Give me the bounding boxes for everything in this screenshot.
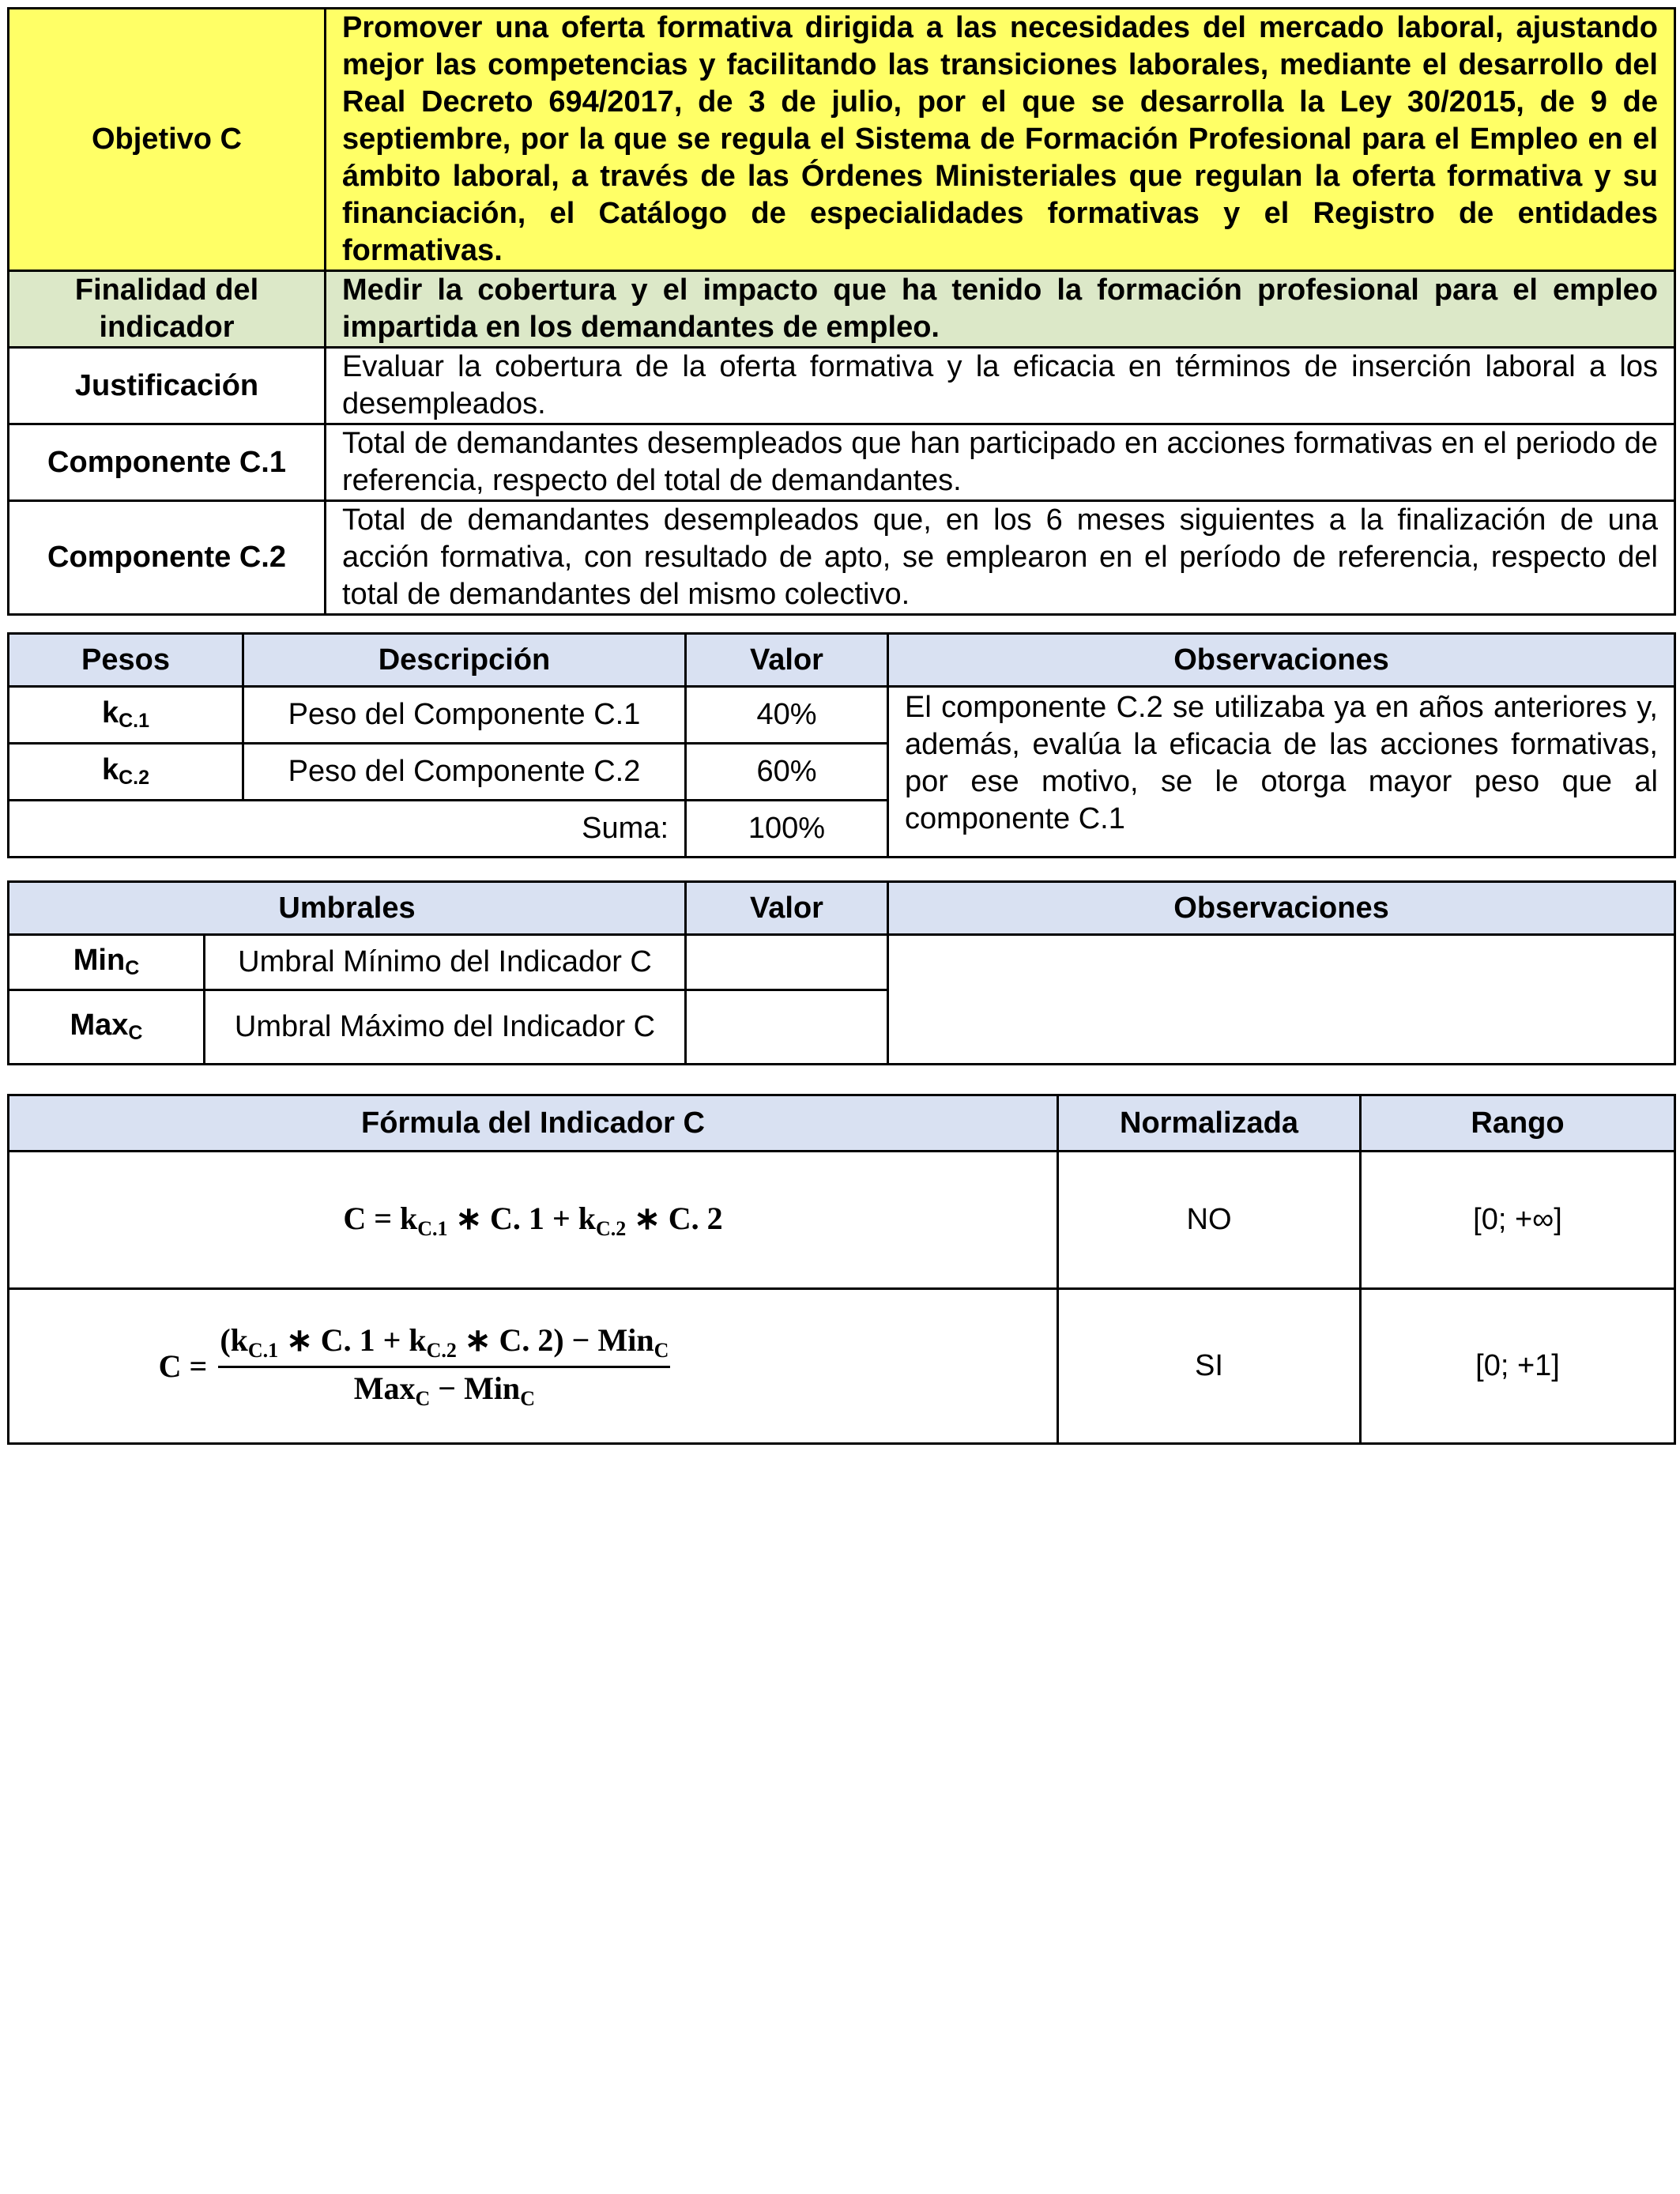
umbral-description: Umbral Mínimo del Indicador C (205, 935, 686, 990)
suma-value: 100% (686, 801, 888, 858)
pesos-observaciones: El componente C.2 se utilizaba ya en años anteriores y, además, evalúa la eficacia de las acciones formativas, por ese motivo, se le otorga mayor peso que al componente C.1 (888, 687, 1675, 858)
formula-raw-expression: $C = k_{C.1}$ ∗ C. $1 + k_{C.2}$ ∗ C. 2 (343, 1200, 723, 1240)
componente-c1-row (9, 424, 1675, 501)
objetivo-label: Objetivo C (9, 9, 326, 271)
umbrales-table (7, 880, 1676, 1065)
peso-code: kC.2 (9, 744, 243, 801)
rango-header: Rango (1361, 1095, 1675, 1152)
pesos-header: Pesos (9, 634, 243, 687)
finalidad-label: Finalidad del indicador (9, 271, 326, 348)
umbrales-header: Umbrales (9, 882, 686, 935)
formula-normalized (9, 1289, 1058, 1444)
umbrales-valor-header: Valor (686, 882, 888, 935)
justificacion-text: Evaluar la cobertura de la oferta formativa y la eficacia en términos de inserción laboral a los desempleados. (326, 348, 1675, 424)
umbral-value (686, 990, 888, 1065)
pesos-table (7, 632, 1676, 858)
formula-numerator: ($k_{C.1}$ ∗ C. $1 + k_{C.2}$ ∗ C. 2) − Min$_C$ (218, 1321, 670, 1368)
formula-table (7, 1094, 1676, 1445)
rango-value: [0; +∞] (1361, 1152, 1675, 1289)
observaciones-header: Observaciones (888, 634, 1675, 687)
justificacion-row (9, 348, 1675, 424)
suma-label: Suma: (9, 801, 686, 858)
formula-header: Fórmula del Indicador C (9, 1095, 1058, 1152)
objetivo-row (9, 9, 1675, 271)
objetivo-text: Promover una oferta formativa dirigida a las necesidades del mercado laboral, ajustando mejor las competencias y facilitando las transiciones laborales, mediante el desarrollo del Real Decreto 694/2017, de 3 de julio, por el que se desarrolla la Ley 30/2015, de 9 de septiembre, por la que se regula el Sistema de Formación Profesional para el Empleo en el ámbito laboral, a través de las Órdenes Ministeriales que regulan la oferta formativa y su financiación, el Catálogo de especialidades formativas y el Registro de entidades formativas. (326, 9, 1675, 271)
peso-value: 60% (686, 744, 888, 801)
normalizada-header: Normalizada (1058, 1095, 1361, 1152)
formula-raw (9, 1152, 1058, 1289)
peso-description: Peso del Componente C.1 (243, 687, 686, 744)
normalizada-value: SI (1058, 1289, 1361, 1444)
descripcion-header: Descripción (243, 634, 686, 687)
peso-code: kC.1 (9, 687, 243, 744)
formula-row-raw (9, 1152, 1675, 1289)
umbral-description: Umbral Máximo del Indicador C (205, 990, 686, 1065)
umbral-code: MaxC (9, 990, 205, 1065)
componente-c1-label: Componente C.1 (9, 424, 326, 501)
componente-c2-row (9, 501, 1675, 615)
umbral-code: MinC (9, 935, 205, 990)
normalizada-value: NO (1058, 1152, 1361, 1289)
peso-value: 40% (686, 687, 888, 744)
peso-row-c1 (9, 687, 1675, 744)
peso-description: Peso del Componente C.2 (243, 744, 686, 801)
formula-header-row (9, 1095, 1675, 1152)
rango-value: [0; +1] (1361, 1289, 1675, 1444)
umbrales-observaciones (888, 935, 1675, 1065)
formula-fraction (218, 1321, 670, 1411)
componente-c1-text: Total de demandantes desempleados que han participado en acciones formativas en el periodo de referencia, respecto del total de demandantes. (326, 424, 1675, 501)
objective-table (7, 7, 1676, 616)
umbral-row-min (9, 935, 1675, 990)
finalidad-row (9, 271, 1675, 348)
umbral-value (686, 935, 888, 990)
valor-header: Valor (686, 634, 888, 687)
justificacion-label: Justificación (9, 348, 326, 424)
formula-normalized-expression: C = $\frac{(k_{C.1} ∗ C. 1 + k_{C.2} ∗ C. 2) - Min_C}{Max_C - Min_C}$ (158, 1322, 669, 1410)
umbrales-header-row (9, 882, 1675, 935)
umbrales-observaciones-header: Observaciones (888, 882, 1675, 935)
componente-c2-text: Total de demandantes desempleados que, en los 6 meses siguientes a la finalización de una acción formativa, con resultado de apto, se emplearon en el período de referencia, respecto del total de demandantes del mismo colectivo. (326, 501, 1675, 615)
formula-denominator: Max$_C$ − Min$_C$ (353, 1370, 535, 1410)
pesos-header-row (9, 634, 1675, 687)
finalidad-text: Medir la cobertura y el impacto que ha tenido la formación profesional para el empleo impartida en los demandantes de empleo. (326, 271, 1675, 348)
formula-row-normalized (9, 1289, 1675, 1444)
componente-c2-label: Componente C.2 (9, 501, 326, 615)
